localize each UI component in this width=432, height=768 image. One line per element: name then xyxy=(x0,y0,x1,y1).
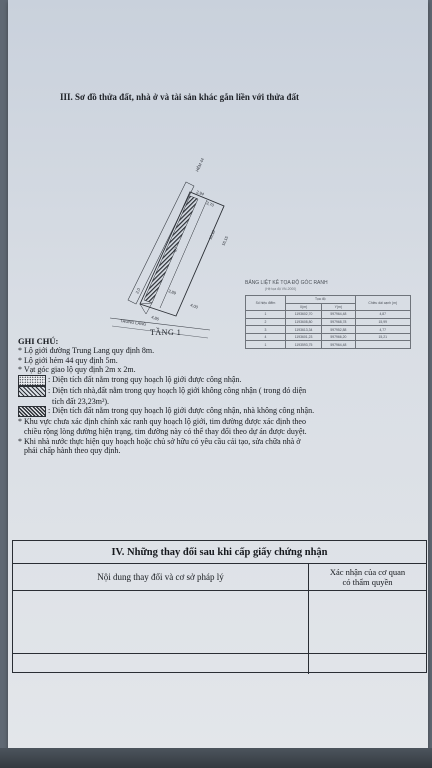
col-header: Y(m) xyxy=(322,303,355,311)
col-header: Số hiệu điểm xyxy=(246,296,286,311)
legend-row xyxy=(18,375,418,386)
col-header-line: có thẩm quyền xyxy=(342,577,393,587)
col-header-content: Nội dung thay đổi và cơ sở pháp lý xyxy=(13,564,309,590)
dim-label: 3,70 xyxy=(205,200,215,208)
legend-text: : Diện tích đất nằm trong quy hoạch lộ giới được công nhận. xyxy=(48,374,242,384)
legend-swatch-hatch xyxy=(18,386,46,397)
table-cell xyxy=(309,654,426,674)
table-cell: 15,99 xyxy=(355,318,411,326)
table-row xyxy=(13,654,426,674)
table-cell: 4,77 xyxy=(355,326,411,334)
table-cell: 3 xyxy=(246,326,286,334)
changes-table-title: IV. Những thay đổi sau khi cấp giấy chứng nhận xyxy=(13,541,426,564)
dim-label: 4,00 xyxy=(189,302,199,310)
table-row xyxy=(246,311,411,319)
floor-label: TẦNG 1 xyxy=(150,328,182,337)
legend-row xyxy=(18,386,418,397)
dim-label: 2,94 xyxy=(195,189,205,197)
table-cell: 597952,88 xyxy=(322,326,355,334)
legend-text: : Diện tích đất nằm trong quy hoạch lộ giới được công nhận, nhà không công nhận. xyxy=(48,406,315,416)
legend-continuation: tích đất 23,23m²). xyxy=(52,396,110,406)
legend-text: : Diện tích nhà,đất nằm trong quy hoạch lộ giới không công nhận ( trong đó diện xyxy=(48,385,307,395)
dim-label: 16,16 xyxy=(207,229,217,241)
table-cell: 1 xyxy=(246,341,286,349)
note-line: * Lộ giới đường Trung Lang quy định 8m. xyxy=(18,346,155,355)
legend-swatch-dense-hatch xyxy=(18,406,46,417)
table-cell xyxy=(309,591,426,653)
table-cell: 1193608,80 xyxy=(285,318,321,326)
note-line: * Khu vực chưa xác định chính xác ranh quy hoạch lộ giới, tim đường được xác định theo xyxy=(18,417,306,427)
dim-label: 2,0 xyxy=(134,287,142,295)
dim-label: 3,89 xyxy=(167,288,177,296)
table-cell: 4,87 xyxy=(355,311,411,319)
col-header-confirmation xyxy=(309,564,426,590)
table-cell xyxy=(13,591,309,653)
note-line: phải chấp hành theo quy định. xyxy=(24,446,121,456)
col-header: Chiều dài cạnh (m) xyxy=(355,296,411,311)
road-label-main: TRUNG LANG xyxy=(119,318,147,327)
table-row xyxy=(13,591,426,654)
notes-heading: GHI CHÚ: xyxy=(18,336,59,346)
legend-swatch-dots xyxy=(18,375,46,386)
notes-section xyxy=(18,336,418,456)
table-cell: 1 xyxy=(246,311,286,319)
table-row xyxy=(246,326,411,334)
changes-table xyxy=(12,540,427,673)
col-header-line: Xác nhận của cơ quan xyxy=(329,567,406,577)
table-cell: 1193613,34 xyxy=(285,326,321,334)
table-row xyxy=(246,318,411,326)
table-cell: 2 xyxy=(246,318,286,326)
table-cell: 1193601,23 xyxy=(285,333,321,341)
alley-road xyxy=(128,182,194,304)
dim-label: 4,86 xyxy=(150,314,160,322)
legend-row xyxy=(18,406,418,417)
table-cell: 597966,20 xyxy=(322,333,355,341)
note-line: chiều rộng lòng đường hiện trạng, tim đường này có thể thay đổi theo dự án được duyệt. xyxy=(24,426,307,436)
dim-label: 16,15 xyxy=(220,235,230,247)
changes-table-header-row xyxy=(13,564,426,591)
coordinate-table-title: BẢNG LIỆT KÊ TỌA ĐỘ GÓC RANH xyxy=(245,280,328,286)
table-cell: 597964,48 xyxy=(322,341,355,349)
note-line: * Khi nhà nước thực hiện quy hoạch hoặc chủ sở hữu có yêu cầu cải tạo, sửa chữa nhà ở xyxy=(18,436,301,446)
table-cell xyxy=(13,654,309,674)
coordinate-table-subtitle: (Hệ tọa độ VN-2000) xyxy=(265,287,297,291)
section-title: III. Sơ đồ thửa đất, nhà ở và tài sản khác gắn liền với thửa đất xyxy=(60,92,300,102)
road-label-alley: HẺM 44 xyxy=(194,157,206,173)
parcel-id: 87 xyxy=(172,246,179,253)
note-line: * Lộ giới hẻm 44 quy định 5m. xyxy=(18,355,118,365)
table-cell: 15,21 xyxy=(355,333,411,341)
table-cell: 1193602,70 xyxy=(285,311,321,319)
table-cell: 4 xyxy=(246,333,286,341)
col-group-header: Tọa độ xyxy=(285,296,355,304)
col-header: X(m) xyxy=(285,303,321,311)
table-cell: 597968,78 xyxy=(322,318,355,326)
note-line: * Vạt góc giao lộ quy định 2m x 2m. xyxy=(18,365,136,375)
table-cell: 597964,48 xyxy=(322,311,355,319)
table-cell: 1193593,75 xyxy=(285,341,321,349)
